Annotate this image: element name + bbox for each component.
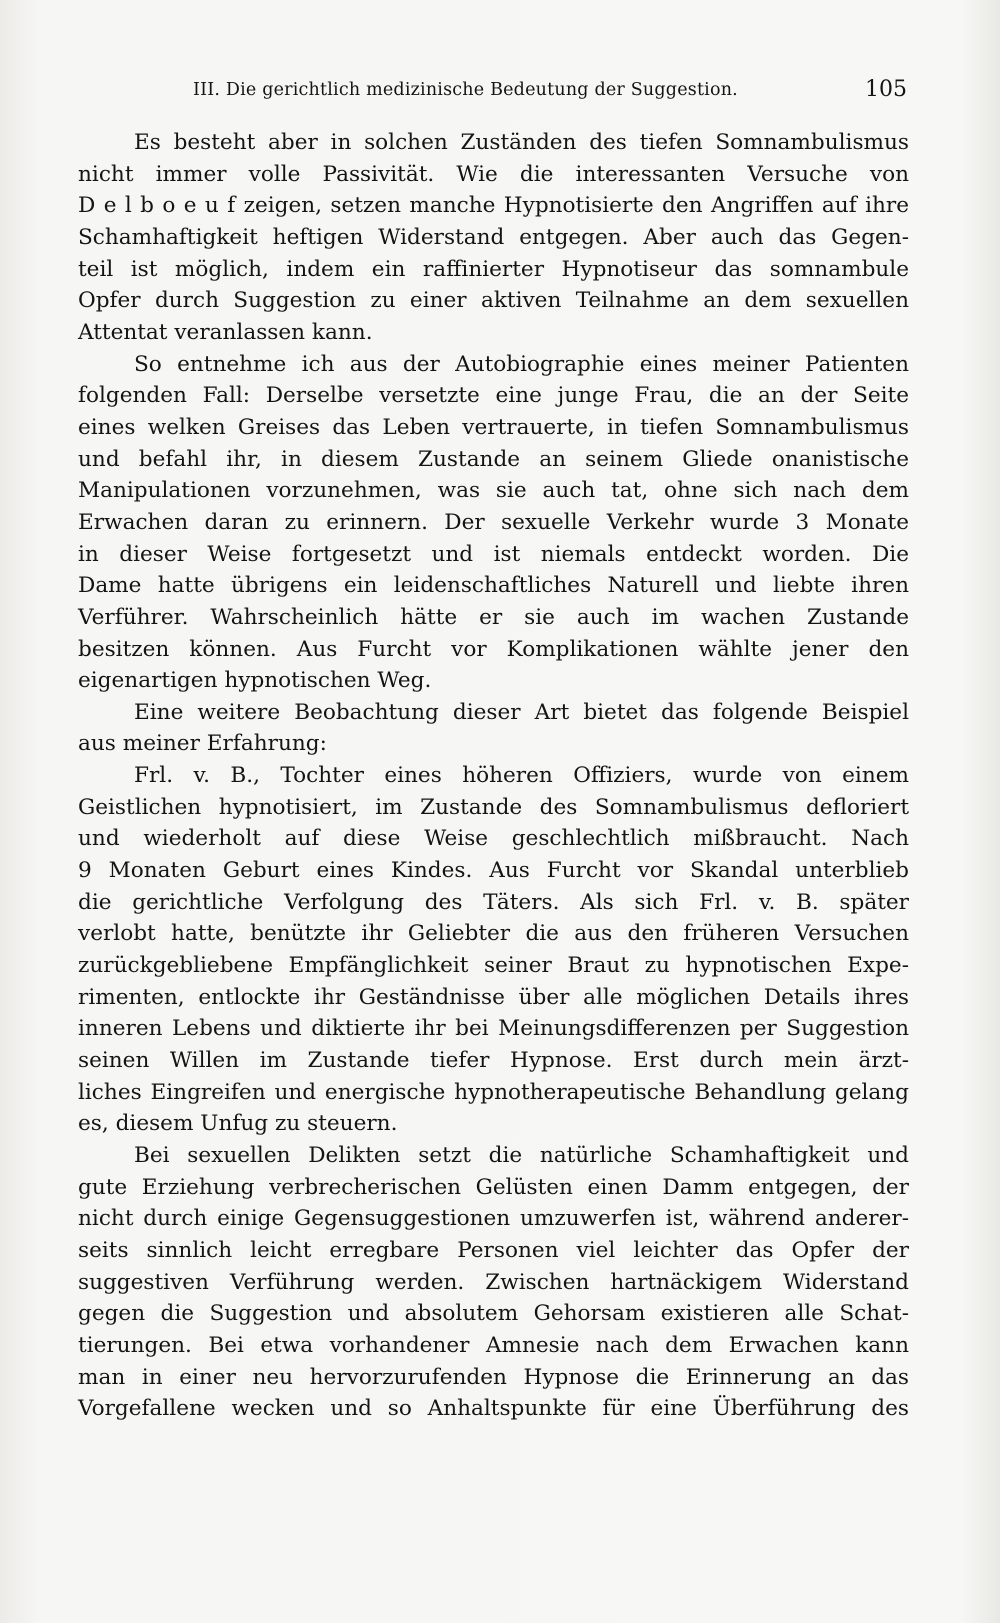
- text-line: liches Eingreifen und energische hypnotherapeutische Behandlung gelang: [78, 1079, 909, 1105]
- text-line: in dieser Weise fortgesetzt und ist niemals entdeckt worden. Die: [78, 541, 909, 567]
- text-line: folgenden Fall: Derselbe versetzte eine junge Frau, die an der Seite: [78, 383, 909, 409]
- text-line: suggestiven Verführung werden. Zwischen hartnäckigem Widerstand: [78, 1269, 909, 1295]
- text-line: zurückgebliebene Empfänglichkeit seiner Braut zu hypnotischen Expe-: [78, 953, 909, 979]
- text-line: Dame hatte übrigens ein leidenschaftliches Naturell und liebte ihren: [78, 573, 909, 599]
- text-line: nicht durch einige Gegensuggestionen umzuwerfen ist, während anderer-: [78, 1206, 909, 1232]
- text-line: D e l b o e u f zeigen, setzen manche Hypnotisierte den Angriffen auf ihre: [78, 193, 909, 219]
- text-line: seits sinnlich leicht erregbare Personen viel leichter das Opfer der: [78, 1237, 909, 1263]
- text-line: seinen Willen im Zustande tiefer Hypnose. Erst durch mein ärzt-: [78, 1048, 909, 1074]
- running-title: III. Die gerichtlich medizinische Bedeutung der Suggestion.: [193, 80, 738, 100]
- text-line: tierungen. Bei etwa vorhandener Amnesie nach dem Erwachen kann: [78, 1332, 909, 1358]
- text-line: aus meiner Erfahrung:: [78, 731, 327, 757]
- text-line: Verführer. Wahrscheinlich hätte er sie auch im wachen Zustande: [78, 604, 909, 630]
- text-line: Manipulationen vorzunehmen, was sie auch tat, ohne sich nach dem: [78, 478, 909, 504]
- text-line: gegen die Suggestion und absolutem Gehorsam existieren alle Schat-: [78, 1301, 909, 1327]
- text-line: Eine weitere Beobachtung dieser Art bietet das folgende Beispiel: [134, 699, 909, 725]
- text-line: Geistlichen hypnotisiert, im Zustande des Somnambulismus defloriert: [78, 794, 909, 820]
- text-line: eines welken Greises das Leben vertrauerte, in tiefen Somnambulismus: [78, 414, 909, 440]
- text-line: Frl. v. B., Tochter eines höheren Offiziers, wurde von einem: [134, 763, 909, 789]
- text-line: man in einer neu hervorzurufenden Hypnose die Erinnerung an das: [78, 1364, 909, 1390]
- text-line: Bei sexuellen Delikten setzt die natürliche Schamhaftigkeit und: [134, 1143, 909, 1168]
- text-line: und befahl ihr, in diesem Zustande an seinem Gliede onanistische: [78, 446, 909, 472]
- text-line: 9 Monaten Geburt eines Kindes. Aus Furcht vor Skandal unterblieb: [78, 858, 909, 884]
- text-line: besitzen können. Aus Furcht vor Komplikationen wählte jener den: [78, 636, 909, 662]
- text-line: eigenartigen hypnotischen Weg.: [78, 668, 432, 694]
- text-line: inneren Lebens und diktierte ihr bei Meinungsdifferenzen per Suggestion: [78, 1016, 909, 1042]
- text-line: verlobt hatte, benützte ihr Geliebter die aus den früheren Versuchen: [78, 921, 909, 947]
- page-header: [193, 77, 907, 108]
- text-line: Es besteht aber in solchen Zuständen des tiefen Somnambulismus: [134, 130, 909, 155]
- text-line: Attentat veranlassen kann.: [78, 319, 373, 345]
- text-line: und wiederholt auf diese Weise geschlechtlich mißbraucht. Nach: [78, 826, 909, 852]
- page-number: 105: [865, 77, 907, 102]
- text-line: Erwachen daran zu erinnern. Der sexuelle Verkehr wurde 3 Monate: [78, 509, 909, 535]
- text-line: gute Erziehung verbrecherischen Gelüsten einen Damm entgegen, der: [78, 1174, 909, 1200]
- text-line: Opfer durch Suggestion zu einer aktiven Teilnahme an dem sexuellen: [78, 288, 909, 314]
- text-line: nicht immer volle Passivität. Wie die interessanten Versuche von: [78, 161, 909, 187]
- text-line: rimenten, entlockte ihr Geständnisse über alle möglichen Details ihres: [78, 984, 909, 1010]
- text-line: So entnehme ich aus der Autobiographie eines meiner Patienten: [134, 351, 909, 377]
- text-line: es, diesem Unfug zu steuern.: [78, 1111, 398, 1137]
- text-line: teil ist möglich, indem ein raffinierter Hypnotiseur das somnambule: [78, 256, 909, 282]
- text-line: Vorgefallene wecken und so Anhaltspunkte für eine Überführung des: [78, 1396, 909, 1422]
- text-line: die gerichtliche Verfolgung des Täters. Als sich Frl. v. B. später: [78, 889, 909, 915]
- body-text: [78, 127, 909, 1425]
- text-line: Schamhaftigkeit heftigen Widerstand entgegen. Aber auch das Gegen-: [78, 224, 909, 250]
